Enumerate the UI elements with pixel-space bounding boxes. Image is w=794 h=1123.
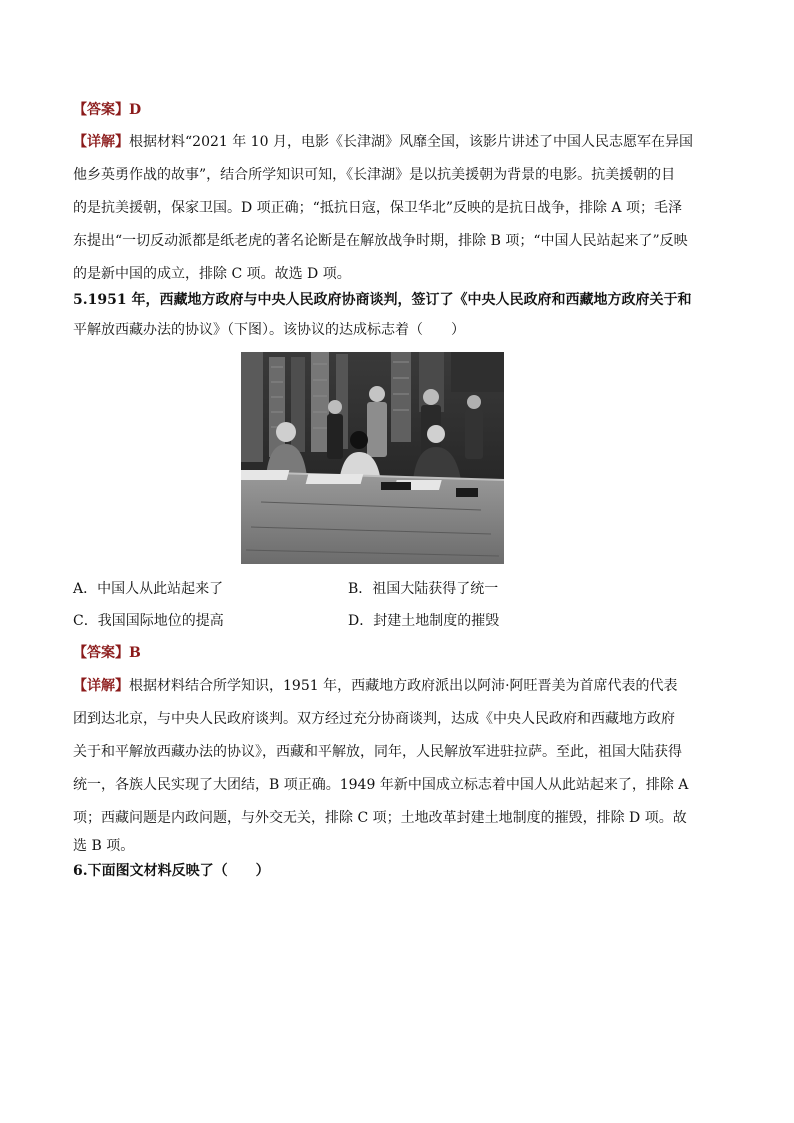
q5-detail-line-3: 关于和平解放西藏办法的协议》，西藏和平解放，同年，人民解放军进驻拉萨。至此，祖国大陆获得 — [73, 744, 682, 760]
q5-question-line-1: 5.1951 年，西藏地方政府与中央人民政府协商谈判，签订了《中央人民政府和西藏地方政府关于和 — [73, 292, 692, 308]
q5-detail-line-6: 选 B 项。 — [73, 838, 135, 854]
option-d: D．封建土地制度的摧毁 — [348, 613, 500, 629]
q4-detail-line-2: 他乡英勇作战的故事”，结合所学知识可知，《长津湖》是以抗美援朝为背景的电影。抗美援朝的目 — [73, 167, 676, 183]
option-a: A．中国人从此站起来了 — [73, 581, 224, 597]
answer-value: B — [129, 645, 141, 661]
q5-detail-line-4: 统一，各族人民实现了大团结，B 项正确。1949 年新中国成立标志着中国人从此站起来了，排除 A — [73, 777, 689, 793]
option-c: C．我国国际地位的提高 — [73, 613, 224, 629]
q5-detail-line-1 — [73, 676, 678, 696]
signing-photo-graphic — [241, 352, 504, 564]
answer-value: D — [129, 102, 142, 118]
q4-detail-line-3: 的是抗美援朝，保家卫国。D 项正确；“抵抗日寇，保卫华北”反映的是抗日战争，排除 A 项；毛泽 — [73, 200, 682, 216]
option-b: B．祖国大陆获得了统一 — [348, 581, 499, 597]
answer-tag: 【答案】 — [73, 645, 129, 661]
detail-text: 根据材料结合所学知识，1951 年，西藏地方政府派出以阿沛·阿旺晋美为首席代表的代表 — [129, 678, 678, 694]
q5-detail-line-2: 团到达北京，与中央人民政府谈判。双方经过充分协商谈判，达成《中央人民政府和西藏地方政府 — [73, 711, 675, 727]
answer-tag: 【答案】 — [73, 102, 129, 118]
detail-text: 根据材料“2021 年 10 月，电影《长津湖》风靡全国，该影片讲述了中国人民志愿军在异国 — [129, 134, 693, 150]
q4-answer-line — [73, 100, 141, 120]
q5-detail-line-5: 项；西藏问题是内政问题，与外交无关，排除 C 项；土地改革封建土地制度的摧毁，排除 D 项。故 — [73, 810, 687, 826]
detail-tag: 【详解】 — [73, 134, 129, 150]
q4-detail-line-5: 的是新中国的成立，排除 C 项。故选 D 项。 — [73, 266, 351, 282]
q5-answer-line — [73, 643, 141, 663]
q4-detail-line-1 — [73, 132, 693, 152]
q5-question-line-2: 平解放西藏办法的协议》（下图）。该协议的达成标志着（ ） — [73, 322, 465, 338]
detail-tag: 【详解】 — [73, 678, 129, 694]
q4-detail-line-4: 东提出“一切反动派都是纸老虎的著名论断是在解放战争时期，排除 B 项；“中国人民站起来了”反映 — [73, 233, 688, 249]
q6-question: 6.下面图文材料反映了（ ） — [73, 863, 270, 879]
signing-ceremony-photo — [241, 352, 504, 564]
